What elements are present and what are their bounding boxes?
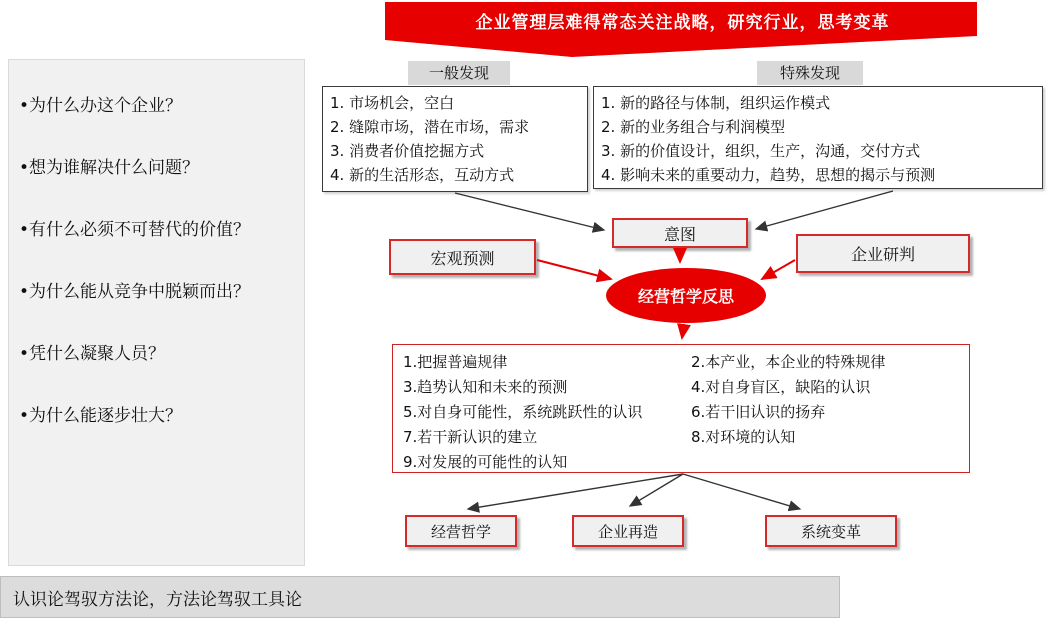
reflection-item: 9.对发展的可能性的认知: [403, 453, 568, 471]
sidebar-question: •凭什么凝聚人员？: [19, 344, 166, 364]
general-finding-item: 4. 新的生活形态，互动方式: [330, 166, 515, 184]
sidebar-question: •有什么必须不可替代的价值？: [19, 220, 251, 240]
reflection-left-column: [403, 350, 691, 472]
footer-bar: [0, 576, 840, 618]
general-finding-item: 1. 市场机会，空白: [330, 94, 455, 112]
sidebar-question: •为什么能从竞争中脱颖而出？: [19, 282, 251, 302]
banner-title: 企业管理层难得常态关注战略，研究行业，思考变革: [475, 13, 890, 33]
reflection-item: 7.若干新认识的建立: [403, 428, 538, 446]
special-finding-item: 4. 影响未来的重要动力，趋势，思想的揭示与预测: [601, 166, 936, 184]
footer-text: 认识论驾驭方法论，方法论驾驭工具论: [13, 589, 302, 610]
special-finding-item: 2. 新的业务组合与利润模型: [601, 118, 786, 136]
reflection-item: 2.本产业，本企业的特殊规律: [691, 353, 886, 371]
reflection-item: 8.对环境的认知: [691, 428, 796, 446]
macro-forecast-node: 宏观预测: [389, 239, 536, 275]
reflection-right-column: [691, 350, 969, 472]
tab-special-findings: 特殊发现: [757, 61, 863, 85]
reflection-item: 4.对自身盲区，缺陷的认识: [691, 378, 871, 396]
tab-general-findings: 一般发现: [408, 61, 510, 85]
enterprise-judgment-node: 企业研判: [796, 234, 970, 273]
question-sidebar: [8, 59, 305, 566]
general-findings-box: [322, 86, 588, 192]
outcome-system-change: 系统变革: [765, 515, 897, 547]
general-finding-item: 3. 消费者价值挖掘方式: [330, 142, 485, 160]
general-finding-item: 2. 缝隙市场，潜在市场，需求: [330, 118, 530, 136]
sidebar-question: •为什么办这个企业？: [19, 96, 183, 116]
outcome-enterprise-reengineering: 企业再造: [572, 515, 684, 547]
special-finding-item: 1. 新的路径与体制，组织运作模式: [601, 94, 831, 112]
special-findings-box: [593, 86, 1043, 189]
outcome-business-philosophy: 经营哲学: [405, 515, 517, 547]
sidebar-question: •为什么能逐步壮大？: [19, 406, 183, 426]
special-finding-item: 3. 新的价值设计，组织，生产，沟通，交付方式: [601, 142, 921, 160]
sidebar-question: •想为谁解决什么问题？: [19, 158, 200, 178]
intent-node: 意图: [612, 218, 748, 248]
reflection-item: 6.若干旧认识的扬弃: [691, 403, 826, 421]
reflection-box: [392, 344, 970, 473]
reflection-ellipse: 经营哲学反思: [606, 268, 766, 323]
reflection-item: 5.对自身可能性，系统跳跃性的认识: [403, 403, 643, 421]
reflection-item: 1.把握普遍规律: [403, 353, 508, 371]
reflection-item: 3.趋势认知和未来的预测: [403, 378, 568, 396]
